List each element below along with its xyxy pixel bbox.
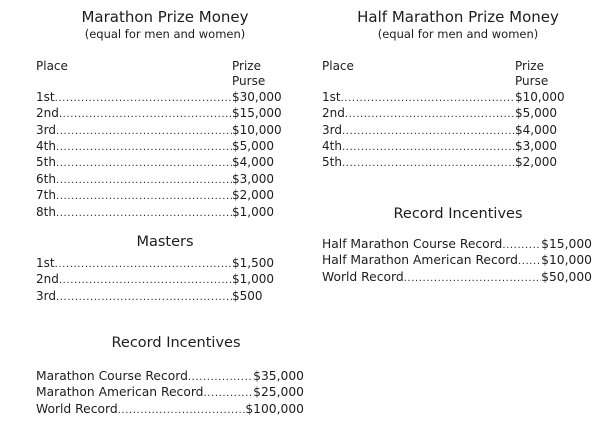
half-marathon-title: Half Marathon Prize Money (357, 8, 559, 26)
marathon-subtitle: (equal for men and women) (84, 27, 246, 41)
record-label: Marathon Course Record (36, 369, 188, 383)
marathon-record-incentives-title: Record Incentives (111, 335, 241, 351)
amount-cell: $25,000 (253, 385, 304, 400)
half-marathon-column (322, 8, 594, 286)
table-row (36, 188, 294, 204)
dot-leader (342, 156, 515, 171)
place-cell: 2nd (36, 106, 59, 121)
record-label: Half Marathon American Record (322, 253, 518, 268)
amount-cell: $4,000 (515, 122, 557, 137)
purse-header: Prize Purse (515, 59, 549, 89)
dot-leader (342, 140, 515, 155)
half-marathon-prize-table (322, 59, 577, 172)
dot-leader (342, 124, 515, 139)
amount-cell: $2,000 (515, 155, 557, 170)
place-header: Place (322, 59, 354, 73)
record-label: Half Marathon Course Record (322, 236, 503, 251)
table-row (36, 272, 294, 288)
place-cell: 5th (322, 155, 342, 170)
dot-leader (188, 370, 253, 385)
amount-cell: $5,000 (232, 139, 274, 154)
place-cell: 3rd (36, 122, 56, 137)
table-row (36, 369, 304, 385)
amount-cell: $50,000 (541, 269, 592, 284)
place-cell: 7th (36, 188, 56, 203)
dot-leader (118, 403, 246, 418)
place-cell: 2nd (322, 106, 345, 121)
amount-cell: $3,000 (232, 171, 274, 186)
dot-leader (59, 107, 232, 122)
amount-cell: $500 (232, 288, 263, 303)
table-row (322, 237, 592, 253)
record-label: World Record (322, 269, 404, 284)
marathon-header-row (36, 59, 294, 90)
table-row (322, 270, 592, 286)
amount-cell: $3,000 (515, 139, 557, 154)
amount-cell: $100,000 (245, 401, 304, 416)
half-marathon-subtitle: (equal for men and women) (377, 27, 539, 41)
table-row (36, 123, 294, 139)
table-row (36, 385, 304, 401)
dot-leader (345, 107, 515, 122)
amount-cell: $10,000 (541, 253, 592, 268)
dot-leader (55, 257, 232, 272)
dot-leader (59, 273, 232, 288)
table-row (322, 253, 592, 269)
record-label: World Record (36, 401, 118, 416)
place-cell: 1st (36, 89, 55, 104)
amount-cell: $2,000 (232, 188, 274, 203)
table-row (322, 155, 577, 171)
table-row (36, 402, 304, 418)
amount-cell: $1,000 (232, 272, 274, 287)
table-row (36, 90, 294, 106)
marathon-prize-table (36, 59, 294, 221)
table-row (322, 106, 577, 122)
dot-leader (56, 140, 232, 155)
table-row (36, 172, 294, 188)
amount-cell: $10,000 (515, 89, 565, 104)
amount-cell: $1,000 (232, 204, 274, 219)
place-cell: 2nd (36, 272, 59, 287)
table-row (36, 155, 294, 171)
amount-cell: $35,000 (253, 369, 304, 383)
amount-cell: $5,000 (515, 106, 557, 121)
table-row (36, 106, 294, 122)
amount-cell: $10,000 (232, 122, 282, 137)
dot-leader (55, 91, 232, 106)
table-row (36, 205, 294, 221)
amount-cell: $4,000 (232, 155, 274, 170)
dot-leader (56, 206, 232, 221)
place-cell: 4th (322, 139, 342, 154)
half-marathon-header-row (322, 59, 577, 90)
place-cell: 1st (322, 89, 341, 104)
dot-leader (56, 173, 232, 188)
half-marathon-record-incentives-title: Record Incentives (393, 205, 523, 222)
dot-leader (204, 386, 254, 401)
table-row (322, 139, 577, 155)
purse-header: Prize Purse (232, 59, 266, 89)
dot-leader (56, 189, 232, 204)
place-cell: 5th (36, 155, 56, 170)
amount-cell: $15,000 (541, 236, 592, 251)
dot-leader (502, 238, 541, 253)
masters-prize-table (36, 256, 294, 305)
table-row (36, 289, 294, 305)
marathon-record-incentives-table (36, 369, 304, 418)
dot-leader (56, 290, 232, 305)
masters-title: Masters (136, 234, 194, 251)
dot-leader (56, 156, 232, 171)
amount-cell: $1,500 (232, 256, 274, 271)
place-cell: 8th (36, 204, 56, 219)
table-row (36, 256, 294, 272)
table-row (322, 90, 577, 106)
marathon-column (36, 8, 304, 416)
marathon-title: Marathon Prize Money (81, 8, 249, 26)
dot-leader (518, 254, 541, 269)
place-cell: 3rd (322, 122, 342, 137)
record-label: Marathon American Record (36, 385, 204, 400)
table-row (36, 139, 294, 155)
place-cell: 4th (36, 139, 56, 154)
place-cell: 6th (36, 171, 56, 186)
dot-leader (404, 271, 542, 286)
amount-cell: $30,000 (232, 89, 282, 104)
dot-leader (341, 91, 515, 106)
amount-cell: $15,000 (232, 106, 282, 121)
place-cell: 3rd (36, 288, 56, 303)
table-row (322, 123, 577, 139)
place-header: Place (36, 59, 68, 73)
dot-leader (56, 124, 232, 139)
half-marathon-record-incentives-table (322, 237, 592, 286)
place-cell: 1st (36, 256, 55, 271)
